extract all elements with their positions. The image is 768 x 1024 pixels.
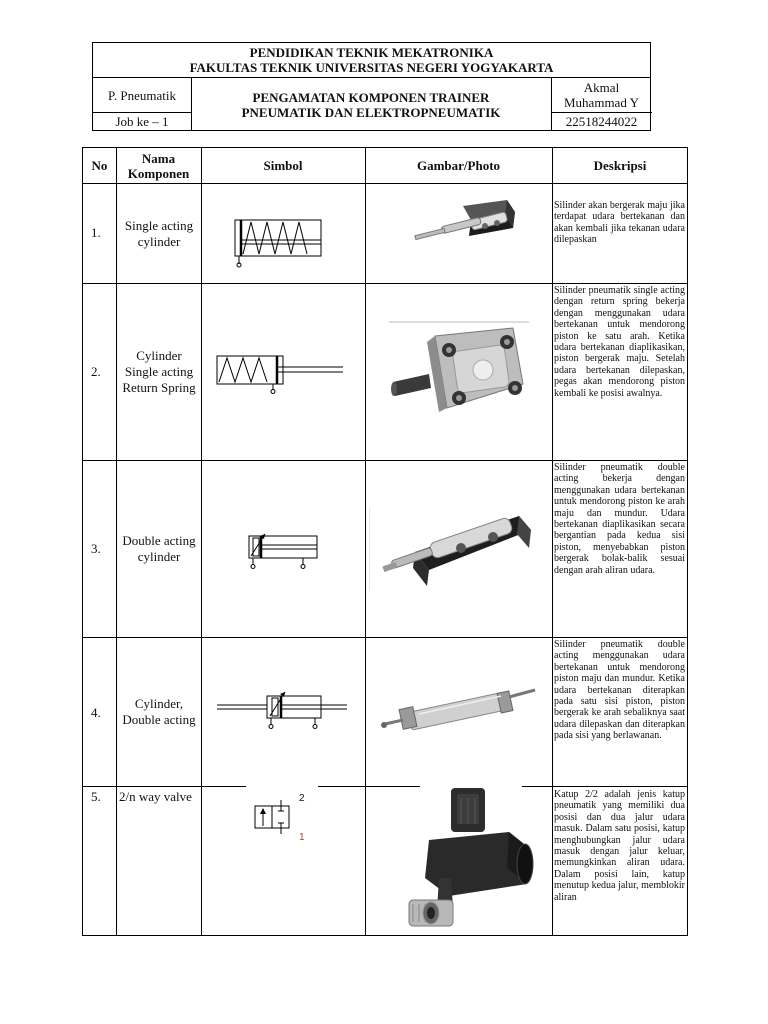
component-description: Silinder pneumatik double acting menggunakan udara bertekanan untuk mendorong piston maju dan mundur. Ketika udara bertekanan diterapkan pada satu sisi piston, piston bergerak ke arah sebaliknya saat udara dilepaskan dan diterapkan pada sisi yang berlawanan. [554, 639, 685, 742]
component-description: Silinder pneumatik double acting bekerja dengan menggunakan udara bertekanan untuk mendorong piston ke arah maju dan mundur. Udara bertekanan diaplikasikan secara bergantian pada kedua sisi piston, menyebabkan piston bergerak bolak-balik sesuai dengan arah aliran udara. [554, 462, 685, 576]
topic-line-2: PNEUMATIK DAN ELEKTROPNEUMATIK [241, 104, 501, 120]
student-name-line-2: Muhammad Y [564, 95, 639, 110]
component-table [82, 147, 688, 936]
component-name: Cylinder Single acting Return Spring [122, 348, 196, 395]
row-number: 3. [91, 541, 101, 556]
double-acting-cylinder-symbol [215, 688, 349, 732]
header-title [93, 43, 650, 78]
column-divider [365, 148, 366, 935]
column-divider [201, 148, 202, 935]
header-component-name-line-2: Komponen [127, 165, 190, 181]
student-id-cell: 22518244022 [565, 114, 638, 129]
header-component-name [116, 148, 201, 183]
port-label-2: 2 [299, 793, 305, 804]
row-number: 5. [91, 789, 101, 804]
component-name: Single acting cylinder [124, 217, 194, 249]
column-divider [552, 148, 553, 935]
row-number: 2. [91, 364, 101, 379]
column-divider [116, 148, 117, 935]
header-component-name-line-1: Nama [141, 150, 176, 166]
component-description: Silinder akan bergerak maju jika terdapat udara bertekanan dan akan kembali jika tekanan udara dilepaskan [554, 200, 685, 246]
tie-rod-cylinder-photo [379, 678, 539, 738]
row-number: 4. [91, 705, 101, 720]
two-way-valve-photo [389, 788, 539, 936]
topic-line-1: PENGAMATAN KOMPONEN TRAINER [252, 89, 490, 105]
row-divider [83, 786, 687, 787]
job-cell: Job ke – 1 [115, 114, 169, 129]
component-name: 2/n way valve [119, 789, 192, 804]
document-header [92, 42, 651, 131]
port-label-1: 1 [299, 832, 305, 843]
component-name: Cylinder, Double acting [122, 696, 196, 727]
double-acting-cylinder-symbol [243, 528, 323, 572]
component-description: Silinder pneumatik single acting dengan return spring bekerja dengan menggunakan udara bertekanan untuk mendorong piston ke satu arah. Ketika udara bertekanan diaplikasikan, piston bergerak maju. Setelah udara bertekanan dilepaskan, pegas akan mendorong piston kembali ke posisi awalnya. [554, 285, 685, 399]
header-description: Deskripsi [593, 158, 647, 173]
single-acting-cylinder-symbol [229, 216, 329, 268]
single-acting-return-spring-cylinder-symbol [215, 354, 347, 394]
header-line-1: PENDIDIKAN TEKNIK MEKATRONIKA [249, 45, 494, 60]
line-break [246, 785, 318, 788]
single-acting-cylinder-photo [401, 198, 521, 258]
double-acting-cylinder-photo [369, 504, 539, 594]
student-name-cell [551, 78, 652, 112]
topic-cell [191, 78, 551, 131]
compact-cylinder-photo [389, 320, 529, 415]
header-line-2: FAKULTAS TEKNIK UNIVERSITAS NEGERI YOGYAKARTA [189, 60, 554, 75]
row-number: 1. [91, 225, 101, 240]
subject-cell: P. Pneumatik [108, 87, 176, 103]
header-no: No [91, 158, 108, 173]
component-description: Katup 2/2 adalah jenis katup pneumatik yang memiliki dua posisi dan dua jalur udara masuk. Dalam satu posisi, katup menghubungkan jalur udara masuk dengan jalur keluar, memungkinkan aliran udara. Dalam posisi lain, katup menutup kedua jalur, memblokir aliran [554, 789, 685, 903]
student-name-line-1: Akmal [583, 80, 620, 95]
header-symbol: Simbol [263, 158, 303, 173]
component-name: Double acting cylinder [122, 533, 196, 564]
header-photo: Gambar/Photo [416, 158, 501, 173]
